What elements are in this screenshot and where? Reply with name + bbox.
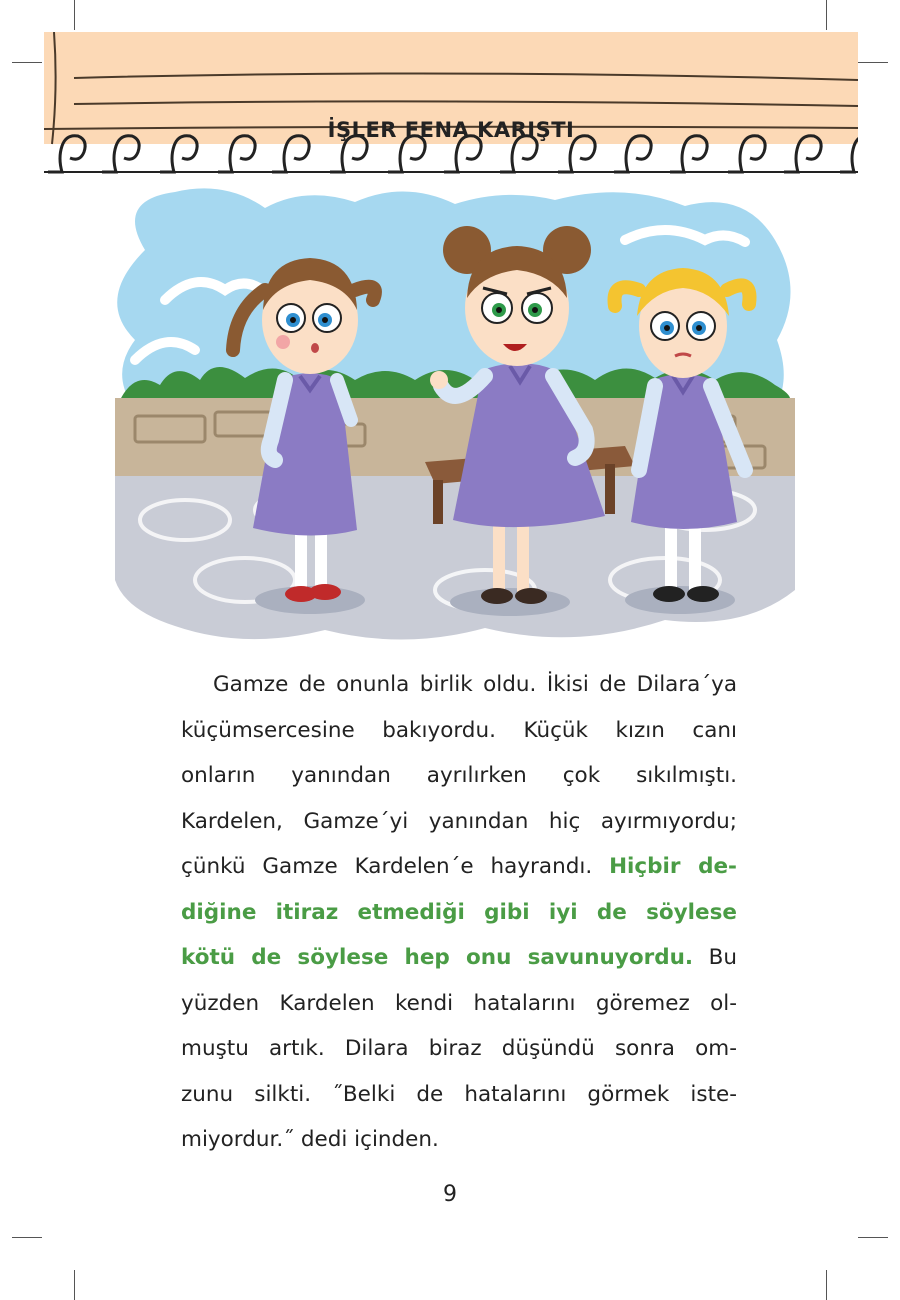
story-paragraph <box>181 662 737 1163</box>
crop-mark <box>858 1237 888 1238</box>
highlighted-text: Hiçbir de- <box>609 854 737 879</box>
text-line: zunu silkti. ˝Belki de hatalarını görmek iste- <box>181 1081 737 1107</box>
text-line: yüzden Kardelen kendi hatalarını göremez ol- <box>181 990 737 1016</box>
notebook-rings-icon <box>44 32 858 178</box>
text-line: Kardelen, Gamze´yi yanından hiç ayırmıyordu; <box>181 808 737 834</box>
text-line: Gamze de onunla birlik oldu. İkisi de Dilara´ya <box>213 672 737 697</box>
chapter-header <box>44 32 858 178</box>
text-line: küçümsercesine bakıyordu. Küçük kızın canı <box>181 717 737 743</box>
text-segment: Bu <box>708 945 737 970</box>
crop-mark <box>858 62 888 63</box>
crop-mark <box>12 1237 42 1238</box>
text-line: onların yanından ayrılırken çok sıkılmıştı. <box>181 763 737 788</box>
text-segment: çünkü Gamze Kardelen´e hayrandı. <box>181 854 593 879</box>
crop-mark <box>74 0 75 30</box>
crop-mark <box>74 1270 75 1300</box>
chapter-title: İŞLER FENA KARIŞTI <box>327 118 575 142</box>
text-line <box>181 844 737 890</box>
text-line: miyordur.˝ dedi içinden. <box>181 1127 439 1152</box>
crop-mark <box>826 1270 827 1300</box>
schoolgirls-illustration <box>105 180 795 650</box>
page-number: 9 <box>443 1182 457 1207</box>
crop-mark <box>826 0 827 30</box>
text-line: muştu artık. Dilara biraz düşündü sonra om- <box>181 1036 737 1061</box>
highlighted-text-line: diğine itiraz etmediği gibi iyi de söylese <box>181 899 737 925</box>
text-line <box>181 935 737 981</box>
highlighted-text: kötü de söylese hep onu savunuyordu. <box>181 945 694 970</box>
crop-mark <box>12 62 42 63</box>
